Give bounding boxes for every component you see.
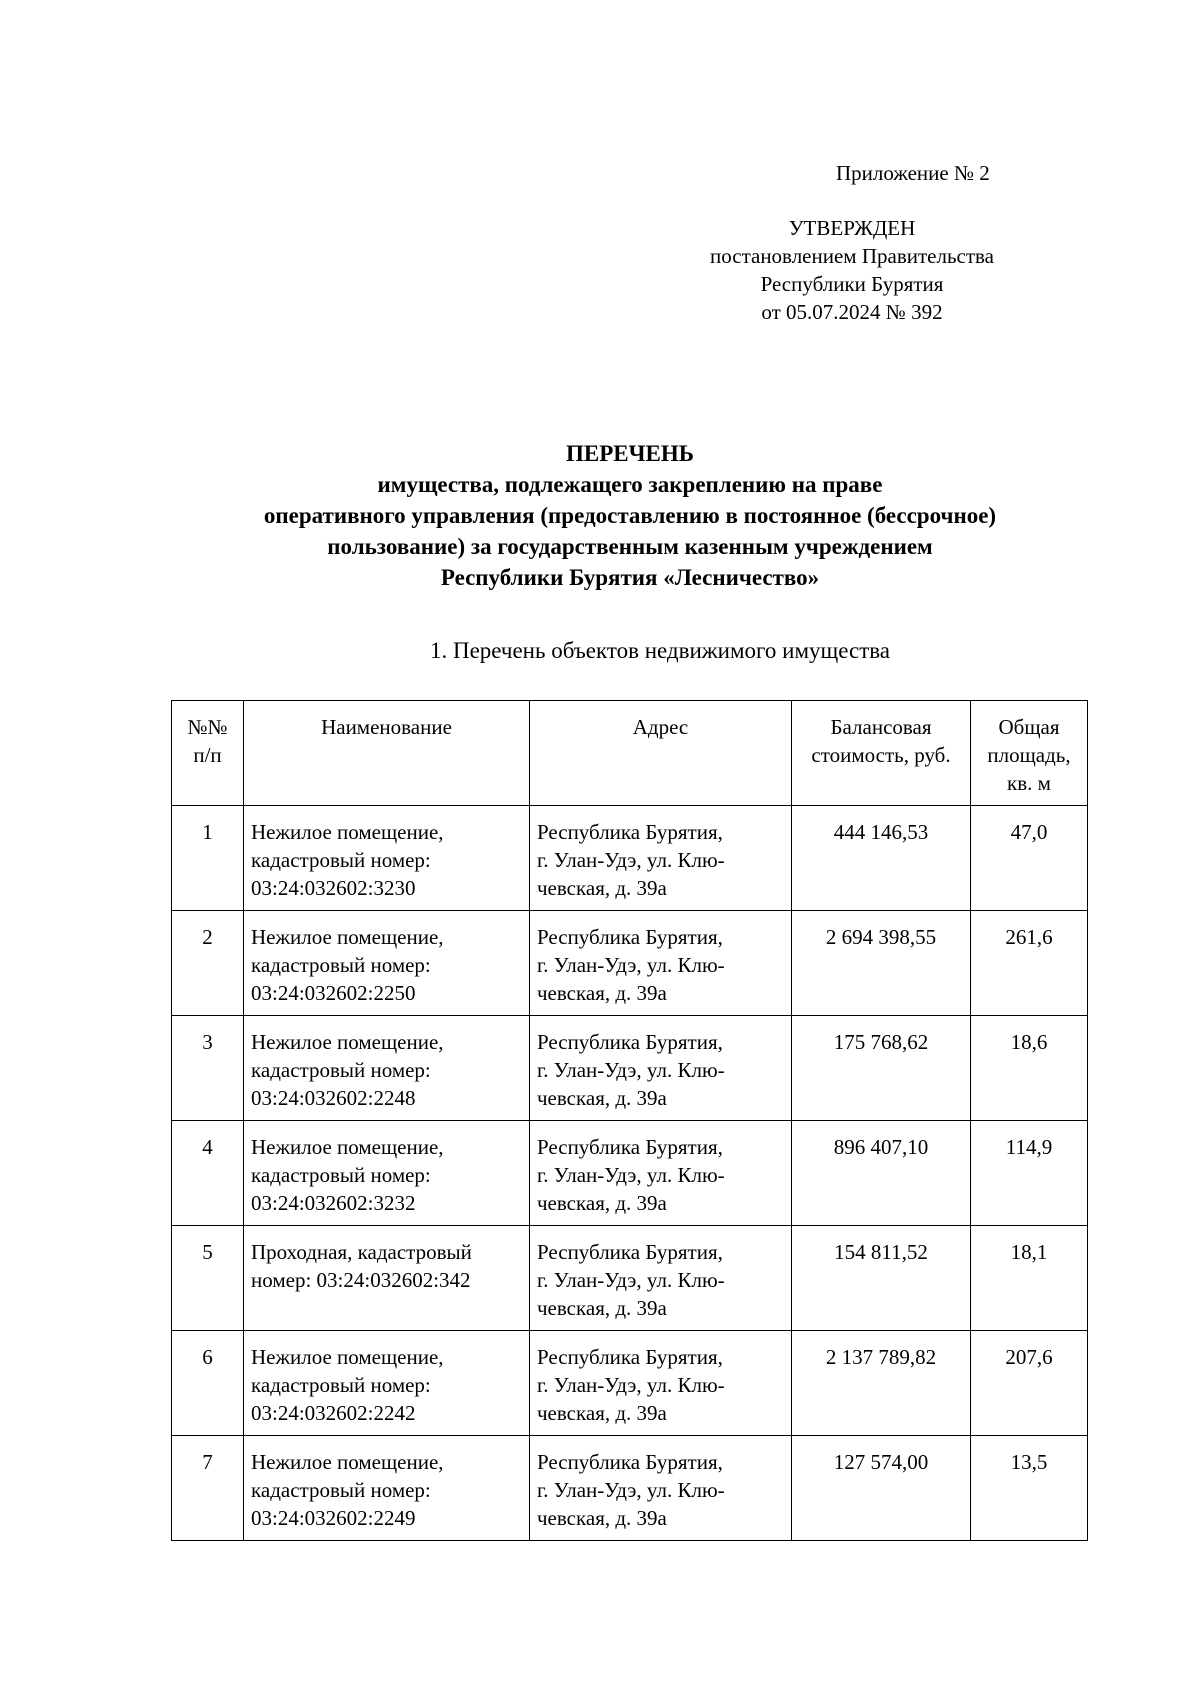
- table-header-row: [172, 701, 1088, 806]
- property-table: [171, 700, 1088, 1541]
- name-line: Нежилое помещение,: [251, 1345, 444, 1369]
- row-number: 7: [172, 1436, 244, 1541]
- address-line: чевская, д. 39а: [537, 1506, 667, 1530]
- table-row: [172, 1226, 1088, 1331]
- header-line: Балансовая: [830, 715, 932, 739]
- row-address: [530, 1226, 792, 1331]
- header-line: №№: [187, 715, 228, 739]
- row-number: 3: [172, 1016, 244, 1121]
- document-title: [150, 438, 1110, 593]
- header-line: Наименование: [321, 715, 452, 739]
- row-number: 5: [172, 1226, 244, 1331]
- header-line: Общая: [998, 715, 1060, 739]
- table-row: [172, 1436, 1088, 1541]
- row-address: [530, 806, 792, 911]
- header-line: Адрес: [632, 715, 689, 739]
- row-name: [244, 1016, 530, 1121]
- header-line: кв. м: [1007, 771, 1051, 795]
- row-cost: 127 574,00: [792, 1436, 971, 1541]
- title-line: пользование) за государственным казенным учреждением: [327, 534, 933, 559]
- address-line: Республика Бурятия,: [537, 1240, 723, 1264]
- address-line: чевская, д. 39а: [537, 1401, 667, 1425]
- name-line: кадастровый номер:: [251, 953, 431, 977]
- row-address: [530, 911, 792, 1016]
- row-number: 6: [172, 1331, 244, 1436]
- table-row: [172, 806, 1088, 911]
- approval-authority: постановлением Правительства: [709, 244, 994, 268]
- row-name: [244, 1121, 530, 1226]
- title-line: Республики Бурятия «Лесничество»: [440, 565, 820, 590]
- address-line: Республика Бурятия,: [537, 1450, 723, 1474]
- address-line: чевская, д. 39а: [537, 876, 667, 900]
- address-line: Республика Бурятия,: [537, 1135, 723, 1159]
- row-area: 13,5: [971, 1436, 1088, 1541]
- header-line: стоимость, руб.: [811, 743, 951, 767]
- name-line: 03:24:032602:2249: [251, 1506, 416, 1530]
- address-line: г. Улан-Удэ, ул. Клю-: [537, 1163, 725, 1187]
- row-address: [530, 1016, 792, 1121]
- title-line: ПЕРЕЧЕНЬ: [566, 441, 694, 466]
- approval-status: УТВЕРЖДЕН: [788, 216, 916, 240]
- header-area: [971, 701, 1088, 806]
- name-line: кадастровый номер:: [251, 1058, 431, 1082]
- annex-label: Приложение № 2: [836, 161, 990, 185]
- approval-block: [652, 214, 1052, 326]
- name-line: 03:24:032602:3230: [251, 876, 416, 900]
- row-cost: 2 694 398,55: [792, 911, 971, 1016]
- name-line: номер: 03:24:032602:342: [251, 1268, 471, 1292]
- address-line: Республика Бурятия,: [537, 1345, 723, 1369]
- header-line: площадь,: [987, 743, 1071, 767]
- approval-republic: Республики Бурятия: [760, 272, 944, 296]
- address-line: чевская, д. 39а: [537, 981, 667, 1005]
- address-line: чевская, д. 39а: [537, 1296, 667, 1320]
- row-cost: 154 811,52: [792, 1226, 971, 1331]
- name-line: 03:24:032602:2250: [251, 981, 416, 1005]
- row-name: [244, 1226, 530, 1331]
- header-name: [244, 701, 530, 806]
- row-area: 114,9: [971, 1121, 1088, 1226]
- row-address: [530, 1436, 792, 1541]
- address-line: г. Улан-Удэ, ул. Клю-: [537, 1478, 725, 1502]
- row-cost: 444 146,53: [792, 806, 971, 911]
- row-cost: 2 137 789,82: [792, 1331, 971, 1436]
- name-line: Нежилое помещение,: [251, 925, 444, 949]
- row-address: [530, 1331, 792, 1436]
- table-row: [172, 1016, 1088, 1121]
- address-line: чевская, д. 39а: [537, 1191, 667, 1215]
- name-line: кадастровый номер:: [251, 848, 431, 872]
- address-line: Республика Бурятия,: [537, 925, 723, 949]
- row-area: 207,6: [971, 1331, 1088, 1436]
- name-line: Проходная, кадастровый: [251, 1240, 472, 1264]
- name-line: кадастровый номер:: [251, 1163, 431, 1187]
- row-name: [244, 806, 530, 911]
- row-name: [244, 1436, 530, 1541]
- row-cost: 175 768,62: [792, 1016, 971, 1121]
- title-line: имущества, подлежащего закреплению на праве: [377, 472, 883, 497]
- name-line: 03:24:032602:3232: [251, 1191, 416, 1215]
- row-number: 1: [172, 806, 244, 911]
- address-line: Республика Бурятия,: [537, 1030, 723, 1054]
- row-area: 261,6: [971, 911, 1088, 1016]
- header-cost: [792, 701, 971, 806]
- approval-date-number: от 05.07.2024 № 392: [761, 300, 943, 324]
- row-number: 4: [172, 1121, 244, 1226]
- name-line: Нежилое помещение,: [251, 1135, 444, 1159]
- address-line: г. Улан-Удэ, ул. Клю-: [537, 1373, 725, 1397]
- row-name: [244, 1331, 530, 1436]
- name-line: кадастровый номер:: [251, 1478, 431, 1502]
- address-line: г. Улан-Удэ, ул. Клю-: [537, 848, 725, 872]
- header-line: п/п: [193, 743, 222, 767]
- title-line: оперативного управления (предоставлению в постоянное (бессрочное): [263, 503, 997, 528]
- name-line: Нежилое помещение,: [251, 1030, 444, 1054]
- row-address: [530, 1121, 792, 1226]
- section-heading: 1. Перечень объектов недвижимого имущества: [429, 638, 891, 663]
- address-line: Республика Бурятия,: [537, 820, 723, 844]
- name-line: кадастровый номер:: [251, 1373, 431, 1397]
- row-name: [244, 911, 530, 1016]
- address-line: г. Улан-Удэ, ул. Клю-: [537, 953, 725, 977]
- header-number: [172, 701, 244, 806]
- row-cost: 896 407,10: [792, 1121, 971, 1226]
- table-row: [172, 1121, 1088, 1226]
- row-area: 18,1: [971, 1226, 1088, 1331]
- name-line: Нежилое помещение,: [251, 1450, 444, 1474]
- name-line: 03:24:032602:2242: [251, 1401, 416, 1425]
- address-line: чевская, д. 39а: [537, 1086, 667, 1110]
- row-area: 47,0: [971, 806, 1088, 911]
- table-row: [172, 911, 1088, 1016]
- name-line: 03:24:032602:2248: [251, 1086, 416, 1110]
- name-line: Нежилое помещение,: [251, 820, 444, 844]
- row-area: 18,6: [971, 1016, 1088, 1121]
- row-number: 2: [172, 911, 244, 1016]
- header-address: [530, 701, 792, 806]
- address-line: г. Улан-Удэ, ул. Клю-: [537, 1058, 725, 1082]
- address-line: г. Улан-Удэ, ул. Клю-: [537, 1268, 725, 1292]
- table-row: [172, 1331, 1088, 1436]
